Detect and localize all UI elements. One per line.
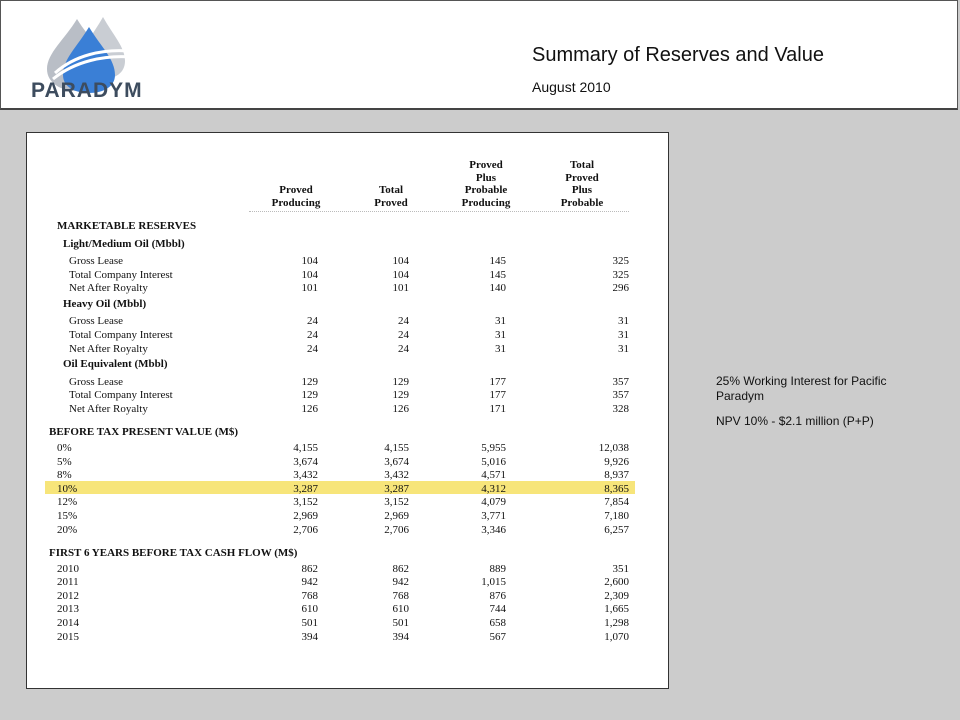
- table-cell: 24: [398, 315, 409, 328]
- table-cell: 31: [495, 328, 506, 341]
- reserves-table-document: [26, 132, 669, 689]
- table-cell: 3,152: [293, 496, 318, 509]
- row-label: 20%: [57, 523, 78, 536]
- table-cell: 8,937: [604, 469, 629, 482]
- row-label: MARKETABLE RESERVES: [57, 220, 197, 232]
- table-row: [27, 455, 670, 469]
- table-row: [27, 328, 670, 342]
- table-cell: 145: [489, 255, 506, 267]
- table-row: [27, 402, 670, 416]
- row-label: 2015: [57, 630, 79, 643]
- table-row: [27, 268, 670, 282]
- table-row: [27, 589, 670, 603]
- section-heading: [27, 297, 670, 311]
- table-cell: 3,346: [481, 523, 506, 536]
- section-heading: [27, 237, 670, 251]
- table-cell: 394: [301, 630, 318, 643]
- row-label: Gross Lease: [69, 315, 124, 328]
- table-cell: 3,674: [293, 455, 318, 468]
- table-cell: 24: [307, 315, 318, 328]
- table-cell: 3,432: [293, 469, 318, 482]
- column-header-line: Total: [569, 159, 595, 171]
- table-cell: 1,665: [604, 603, 629, 616]
- table-cell: 5,016: [481, 455, 506, 468]
- table-cell: 3,152: [384, 496, 409, 509]
- table-cell: 325: [612, 255, 629, 267]
- table-cell: 328: [612, 402, 629, 415]
- column-header-line: Total: [378, 184, 404, 196]
- table-row: [27, 441, 670, 455]
- row-label: Total Company Interest: [69, 328, 173, 341]
- table-cell: 942: [392, 576, 409, 589]
- table-cell: 3,771: [481, 509, 506, 522]
- table-cell: 101: [392, 282, 409, 295]
- column-header-line: Proved: [374, 196, 408, 209]
- table-cell: 9,926: [604, 455, 629, 468]
- table-cell: 658: [489, 617, 506, 629]
- table-cell: 126: [301, 402, 318, 415]
- table-cell: 129: [301, 389, 318, 402]
- table-row: [27, 482, 670, 496]
- table-cell: 942: [301, 576, 318, 589]
- section-heading: [27, 546, 670, 560]
- table-cell: 862: [301, 562, 318, 575]
- column-header: [436, 159, 536, 209]
- table-cell: 24: [398, 328, 409, 341]
- row-label: Net After Royalty: [69, 342, 148, 355]
- table-cell: 31: [618, 328, 629, 341]
- column-header-line: Proved: [565, 171, 599, 184]
- column-header-line: Proved: [279, 184, 313, 196]
- table-cell: 129: [301, 375, 318, 388]
- column-header-line: Probable: [464, 184, 508, 196]
- table-row: [27, 375, 670, 389]
- table-cell: 351: [612, 562, 629, 575]
- table-row: [27, 575, 670, 589]
- table-cell: 862: [392, 562, 409, 575]
- table-cell: 24: [398, 342, 409, 355]
- row-label: 2014: [57, 617, 79, 629]
- table-cell: 31: [618, 342, 629, 355]
- table-cell: 4,312: [481, 482, 506, 495]
- header-banner: [0, 0, 958, 110]
- table-cell: 140: [489, 282, 506, 295]
- table-cell: 2,969: [384, 509, 409, 522]
- row-label: Total Company Interest: [69, 268, 173, 281]
- table-cell: 104: [392, 268, 409, 281]
- table-cell: 3,287: [384, 482, 409, 495]
- page-title: Summary of Reserves and Value: [532, 44, 824, 66]
- column-header-line: Producing: [461, 196, 511, 209]
- table-cell: 6,257: [604, 523, 629, 536]
- table-row: [27, 495, 670, 509]
- table-cell: 3,432: [384, 469, 409, 482]
- page-subtitle: August 2010: [532, 79, 611, 95]
- row-label: 15%: [57, 509, 78, 522]
- table-cell: 7,180: [604, 509, 629, 522]
- table-row: [27, 562, 670, 576]
- table-row: [27, 254, 670, 268]
- column-header-line: Probable: [560, 196, 604, 209]
- table-cell: 744: [489, 603, 506, 616]
- column-header: [532, 159, 632, 209]
- row-label: Heavy Oil (Mbbl): [63, 297, 147, 310]
- table-row: [27, 388, 670, 402]
- row-label: Oil Equivalent (Mbbl): [63, 358, 168, 371]
- column-header-line: Plus: [571, 184, 593, 196]
- table-cell: 357: [612, 375, 629, 388]
- table-cell: 501: [301, 617, 318, 629]
- table-cell: 296: [612, 282, 629, 295]
- column-header-line: Proved: [469, 159, 503, 171]
- column-header: [341, 184, 441, 209]
- table-cell: 2,600: [604, 576, 629, 589]
- section-heading: [27, 425, 670, 439]
- row-label: Net After Royalty: [69, 402, 148, 415]
- row-label: Total Company Interest: [69, 389, 173, 402]
- table-cell: 1,015: [481, 576, 506, 589]
- row-label: 2012: [57, 589, 79, 602]
- table-cell: 357: [612, 389, 629, 402]
- row-label: 10%: [57, 482, 78, 495]
- logo-wordmark: PARADYM: [31, 79, 143, 102]
- table-row: [27, 314, 670, 328]
- table-cell: 31: [618, 315, 629, 328]
- table-cell: 4,155: [293, 441, 318, 454]
- row-label: 2010: [57, 562, 79, 575]
- table-cell: 768: [301, 589, 318, 602]
- row-label: FIRST 6 YEARS BEFORE TAX CASH FLOW (M$): [49, 547, 298, 560]
- table-cell: 394: [392, 630, 409, 643]
- table-cell: 177: [489, 375, 506, 388]
- table-cell: 889: [489, 562, 506, 575]
- table-cell: 2,706: [293, 523, 318, 536]
- table-cell: 4,155: [384, 441, 409, 454]
- table-cell: 3,674: [384, 455, 409, 468]
- table-cell: 24: [307, 342, 318, 355]
- table-cell: 1,298: [604, 617, 629, 629]
- table-cell: 8,365: [604, 482, 629, 495]
- table-row: [27, 342, 670, 356]
- table-row: [27, 630, 670, 644]
- column-header-line: Producing: [271, 196, 321, 209]
- table-cell: 610: [392, 603, 409, 616]
- row-label: 12%: [57, 496, 78, 509]
- row-label: 2013: [57, 603, 79, 616]
- row-label: 2011: [57, 576, 79, 589]
- table-cell: 7,854: [604, 496, 629, 509]
- row-label: Gross Lease: [69, 255, 124, 267]
- section-heading: [27, 357, 670, 371]
- table-cell: 129: [392, 389, 409, 402]
- working-interest-note: 25% Working Interest for Pacific Paradym: [716, 374, 887, 403]
- row-label: Gross Lease: [69, 375, 124, 388]
- row-label: 5%: [57, 455, 72, 468]
- row-label: 0%: [57, 441, 72, 454]
- table-cell: 567: [489, 630, 506, 643]
- table-cell: 101: [301, 282, 318, 295]
- table-cell: 610: [301, 603, 318, 616]
- section-heading: [27, 219, 670, 233]
- table-cell: 2,706: [384, 523, 409, 536]
- header-divider: [249, 211, 629, 212]
- npv-note: NPV 10% - $2.1 million (P+P): [716, 414, 874, 428]
- table-row: [27, 602, 670, 616]
- table-cell: 104: [392, 255, 409, 267]
- table-cell: 104: [301, 255, 318, 267]
- table-cell: 2,969: [293, 509, 318, 522]
- table-cell: 126: [392, 402, 409, 415]
- table-cell: 876: [489, 589, 506, 602]
- table-cell: 2,309: [604, 589, 629, 602]
- table-cell: 5,955: [481, 441, 506, 454]
- table-cell: 31: [495, 342, 506, 355]
- table-cell: 31: [495, 315, 506, 328]
- row-label: Net After Royalty: [69, 282, 148, 295]
- table-cell: 4,079: [481, 496, 506, 509]
- table-row: [27, 616, 670, 630]
- table-cell: 325: [612, 268, 629, 281]
- table-cell: 177: [489, 389, 506, 402]
- row-label: 8%: [57, 469, 72, 482]
- table-cell: 12,038: [598, 441, 629, 454]
- table-cell: 768: [392, 589, 409, 602]
- row-label: Light/Medium Oil (Mbbl): [63, 237, 185, 250]
- table-row: [27, 509, 670, 523]
- table-cell: 501: [392, 617, 409, 629]
- table-cell: 24: [307, 328, 318, 341]
- column-header: [246, 184, 346, 209]
- table-row: [27, 523, 670, 537]
- table-cell: 3,287: [293, 482, 318, 495]
- table-cell: 171: [489, 402, 506, 415]
- table-cell: 104: [301, 268, 318, 281]
- table-row: [27, 281, 670, 295]
- notes-panel: [716, 374, 891, 439]
- table-cell: 1,070: [604, 630, 629, 643]
- row-label: BEFORE TAX PRESENT VALUE (M$): [49, 426, 239, 439]
- column-header-line: Plus: [475, 171, 497, 184]
- table-cell: 4,571: [481, 469, 506, 482]
- table-cell: 145: [489, 268, 506, 281]
- table-cell: 129: [392, 375, 409, 388]
